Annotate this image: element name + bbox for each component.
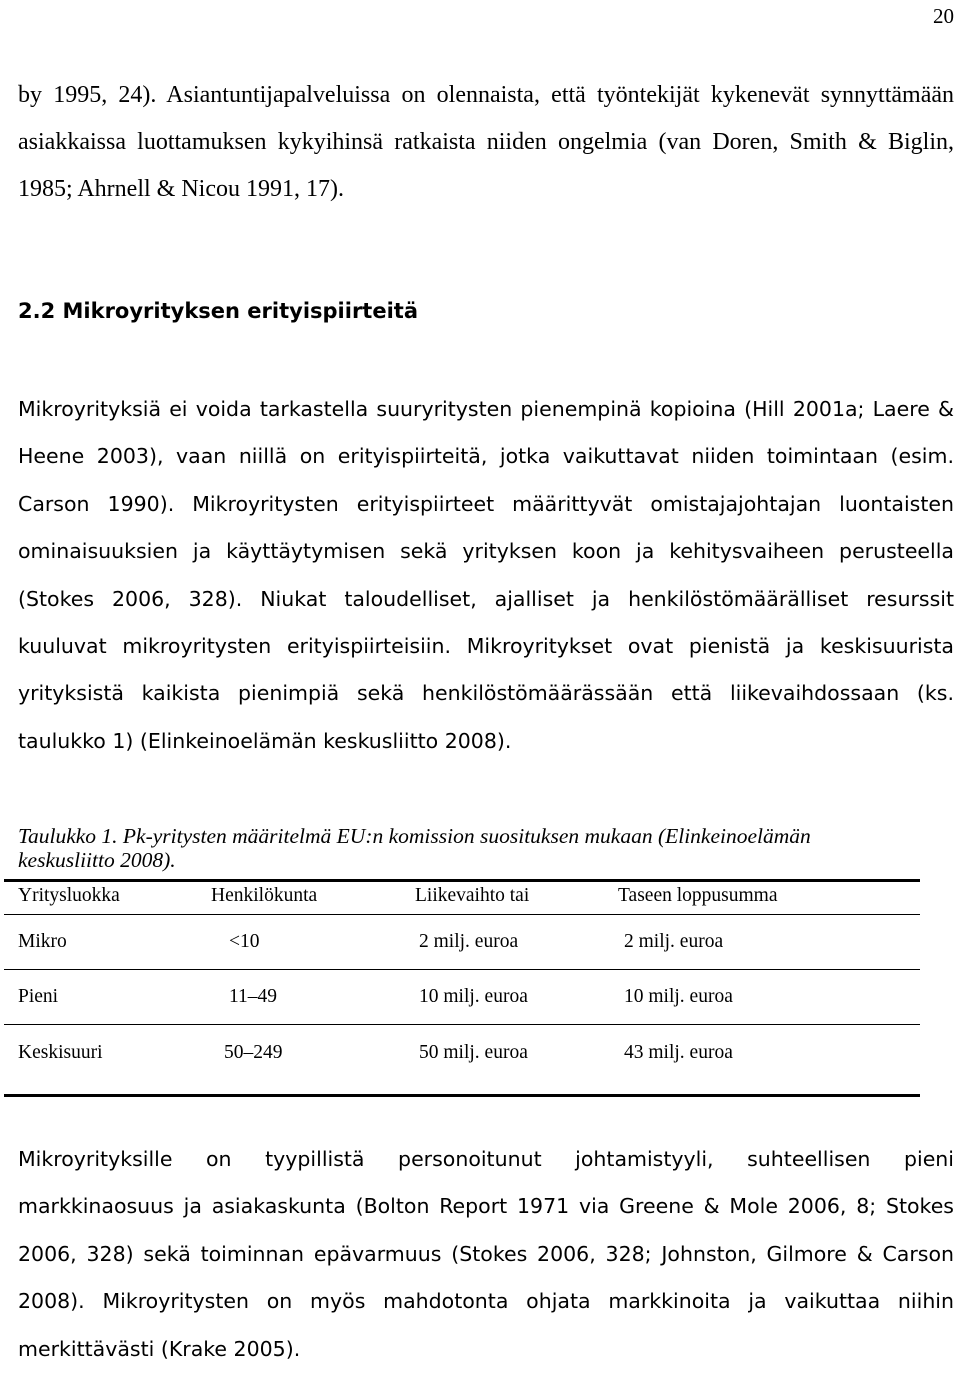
cell-balance: 43 milj. euroa <box>624 1042 733 1063</box>
table-rule-top <box>4 879 920 882</box>
cell-balance: 10 milj. euroa <box>624 986 733 1007</box>
header-class: Yritysluokka <box>18 885 120 906</box>
header-balance: Taseen loppusumma <box>618 885 778 906</box>
cell-turnover: 2 milj. euroa <box>419 931 519 952</box>
paragraph-1: by 1995, 24). Asiantuntijapalveluissa on olennaista, että työntekijät kykenevät synnyttämään asiakkaissa luottamuksen kykyihinsä ratkaista niiden ongelmia (van Doren, Smith & Biglin, 1985; Ahrnell & Nicou 1991, 17). <box>18 82 954 202</box>
table-rule-row <box>4 969 920 970</box>
table-caption <box>18 824 958 872</box>
table-rule-bottom <box>4 1094 920 1097</box>
cell-class: Mikro <box>18 931 67 952</box>
table-rule-row <box>4 1024 920 1025</box>
cell-balance: 2 milj. euroa <box>624 931 724 952</box>
cell-staff: <10 <box>229 931 260 952</box>
section-paragraph: Mikroyrityksiä ei voida tarkastella suuryritysten pienempinä kopioina (Hill 2001a; Laere & Heene 2003), vaan niillä on erityispiirteitä, jotka vaikuttavat niiden toimintaan (esim. Carson 1990). Mikroyritysten erityispiirteet määrittyvät omistajajohtajan luontaisten ominaisuuksien ja käyttäytymisen sekä yrityksen koon ja kehitysvaiheen perusteella (Stokes 2006, 328). Niukat taloudelliset, ajalliset ja henkilöstömäärälliset resurssit kuuluvat mikroyritysten erityispiirteisiin. Mikroyritykset ovat pienistä ja keskisuurista yrityksistä kaikista pienimpiä sekä henkilöstömäärässään että liikevaihdossaan (ks. taulukko 1) (Elinkeinoelämän keskusliitto 2008). <box>18 397 954 753</box>
cell-class: Pieni <box>18 986 59 1007</box>
page-number: 20 <box>933 4 954 28</box>
table-caption-line-2: keskusliitto 2008). <box>18 848 176 872</box>
table-caption-line-1: Taulukko 1. Pk-yritysten määritelmä EU:n komission suosituksen mukaan (Elinkeinoelämän <box>18 824 811 848</box>
cell-staff: 11–49 <box>229 986 278 1007</box>
cell-turnover: 10 milj. euroa <box>419 986 528 1007</box>
cell-staff: 50–249 <box>224 1042 283 1063</box>
table-rule-header <box>4 914 920 915</box>
paragraph-3: Mikroyrityksille on tyypillistä personoitunut johtamistyyli, suhteellisen pieni markkinaosuus ja asiakaskunta (Bolton Report 1971 via Greene & Mole 2006, 8; Stokes 2006, 328) sekä toiminnan epävarmuus (Stokes 2006, 328; Johnston, Gilmore & Carson 2008). Mikroyritysten on myös mahdotonta ohjata markkinoita ja vaikuttaa niihin merkittävästi (Krake 2005). <box>18 1147 954 1361</box>
section-heading: 2.2 Mikroyrityksen erityispiirteitä <box>18 299 418 323</box>
cell-class: Keskisuuri <box>18 1042 103 1063</box>
header-turnover: Liikevaihto tai <box>415 885 530 906</box>
header-staff: Henkilökunta <box>211 885 318 906</box>
cell-turnover: 50 milj. euroa <box>419 1042 528 1063</box>
